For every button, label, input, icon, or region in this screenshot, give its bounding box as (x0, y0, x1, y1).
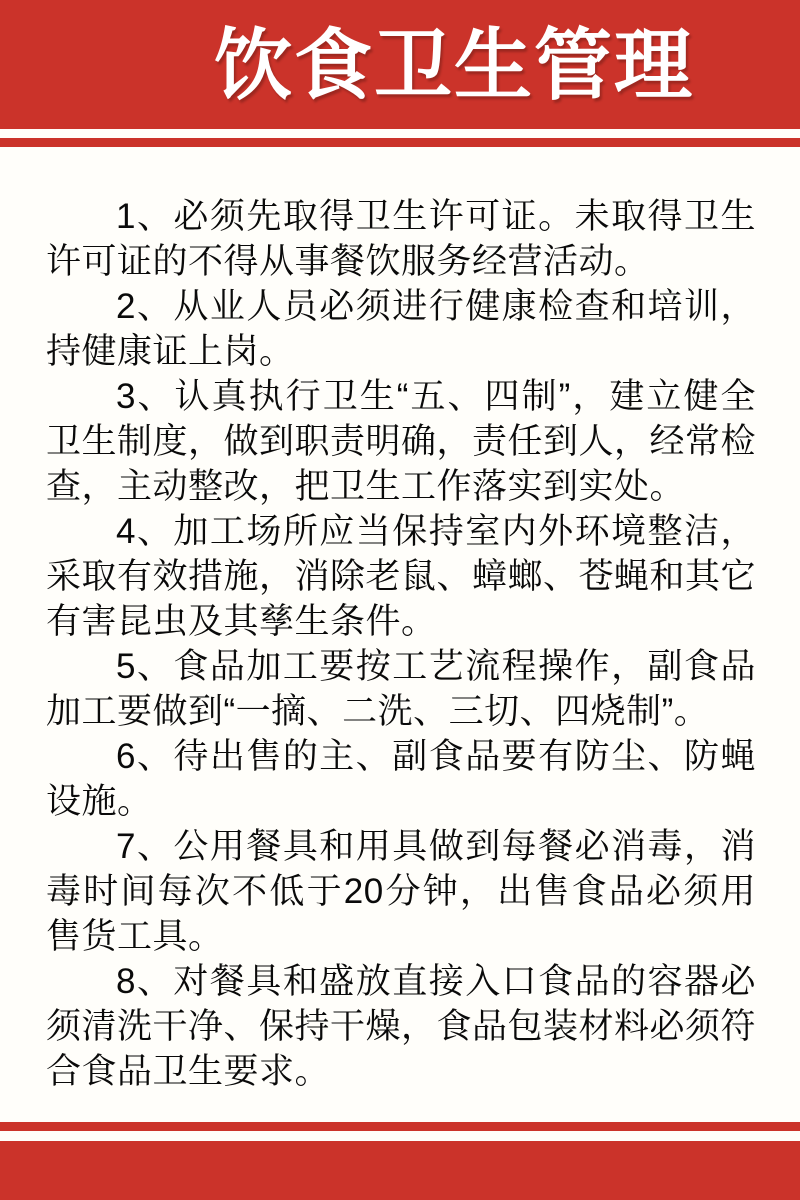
rule-item-4: 4、加工场所应当保持室内外环境整洁，采取有效措施，消除老鼠、蟑螂、苍蝇和其它有害昆虫及其孳生条件。 (46, 512, 757, 641)
header-divider-red-stripe (0, 138, 800, 147)
rule-item-1: 1、必须先取得卫生许可证。未取得卫生许可证的不得从事餐饮服务经营活动。 (46, 197, 756, 281)
rule-item-6: 6、待出售的主、副食品要有防尘、防蝇设施。 (46, 737, 756, 821)
rule-item-3: 3、认真执行卫生“五、四制”，建立健全卫生制度，做到职责明确，责任到人，经常检查，主动整改，把卫生工作落实到实处。 (46, 377, 757, 506)
rules-list (0, 147, 800, 1122)
poster-header-band (0, 0, 800, 129)
poster-footer-band (0, 1141, 800, 1200)
poster-title: 饮食卫生管理 (213, 20, 694, 109)
rule-item-8: 8、对餐具和盛放直接入口食品的容器必须清洗干净、保持干燥，食品包装材料必须符合食品卫生要求。 (46, 962, 757, 1091)
rule-item-2: 2、从业人员必须进行健康检查和培训，持健康证上岗。 (46, 287, 756, 371)
rule-item-7: 7、公用餐具和用具做到每餐必消毒，消毒时间每次不低于20分钟，出售食品必须用售货工具。 (46, 827, 756, 956)
rule-item-5: 5、食品加工要按工艺流程操作，副食品加工要做到“一摘、二洗、三切、四烧制”。 (46, 647, 756, 731)
footer-divider-red-stripe (0, 1122, 800, 1131)
header-divider-white (0, 129, 800, 138)
footer-divider-white (0, 1131, 800, 1141)
